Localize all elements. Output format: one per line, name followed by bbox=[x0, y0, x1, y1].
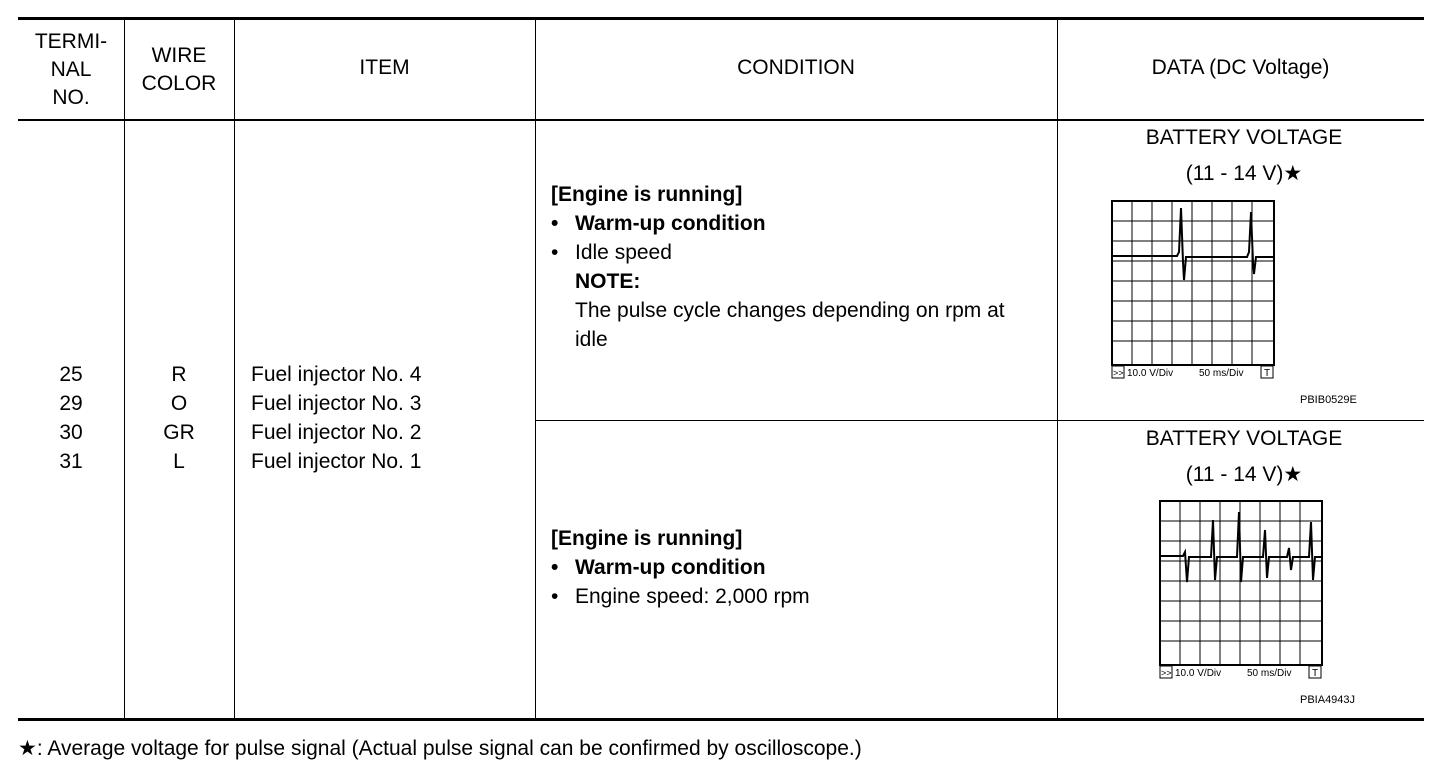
condition-2-bullet-1: • Warm-up condition bbox=[551, 553, 1051, 582]
oscilloscope-idle bbox=[1111, 200, 1277, 382]
condition-1-note-label: NOTE: bbox=[575, 270, 641, 293]
terminal-30: 30 bbox=[59, 421, 83, 444]
row-divider bbox=[535, 420, 1424, 421]
header-wire-line1: WIRE bbox=[151, 43, 207, 67]
footnote-text: : Average voltage for pulse signal (Actual pulse signal can be confirmed by oscilloscope.) bbox=[36, 737, 862, 760]
data-1-voltage bbox=[1074, 124, 1414, 188]
scope-1-t: T bbox=[1264, 368, 1271, 379]
header-wire-color bbox=[124, 20, 234, 119]
data-2-code: PBIA4943J bbox=[1300, 694, 1356, 706]
condition-2000rpm bbox=[551, 524, 1051, 611]
scope-2-t: T bbox=[1312, 668, 1319, 679]
condition-idle bbox=[551, 180, 1051, 354]
condition-1-note-text-1: The pulse cycle changes depending on rpm at bbox=[575, 299, 1005, 322]
footnote bbox=[18, 736, 862, 761]
data-2-voltage bbox=[1074, 425, 1414, 489]
col-divider-4 bbox=[1057, 19, 1058, 720]
header-terminal-line2: NAL bbox=[50, 57, 92, 81]
data-2-line1: BATTERY VOLTAGE bbox=[1145, 427, 1343, 450]
header-divider bbox=[18, 119, 1424, 121]
star-icon: ★ bbox=[18, 737, 37, 760]
bullet-icon: • bbox=[551, 241, 559, 264]
header-condition: CONDITION bbox=[737, 55, 855, 79]
item-injector-1: Fuel injector No. 1 bbox=[251, 450, 422, 473]
scope-1-tdiv: 50 ms/Div bbox=[1199, 368, 1244, 379]
wire-list bbox=[124, 360, 234, 476]
header-data: DATA (DC Voltage) bbox=[1151, 55, 1330, 79]
scope-1-prefix: >> bbox=[1113, 368, 1124, 378]
condition-1-note-text-2: idle bbox=[575, 328, 608, 351]
terminal-31: 31 bbox=[59, 450, 83, 473]
condition-1-title: [Engine is running] bbox=[551, 183, 743, 206]
scope-2-vdiv: 10.0 V/Div bbox=[1175, 668, 1222, 679]
col-divider-3 bbox=[535, 19, 536, 720]
item-list bbox=[251, 360, 421, 476]
wire-r: R bbox=[171, 363, 187, 386]
scope-2-tdiv: 50 ms/Div bbox=[1247, 668, 1292, 679]
wire-o: O bbox=[170, 392, 188, 415]
data-1-code: PBIB0529E bbox=[1300, 394, 1357, 406]
scope-1-vdiv: 10.0 V/Div bbox=[1127, 368, 1174, 379]
condition-2-bullet-2: • Engine speed: 2,000 rpm bbox=[551, 582, 1051, 611]
data-1-line1: BATTERY VOLTAGE bbox=[1145, 126, 1343, 149]
terminal-29: 29 bbox=[59, 392, 83, 415]
header-terminal-line3: NO. bbox=[52, 85, 90, 109]
condition-2-title: [Engine is running] bbox=[551, 527, 743, 550]
oscilloscope-2000rpm bbox=[1159, 500, 1325, 682]
bullet-icon: • bbox=[551, 585, 559, 608]
condition-1-bullet-2: • Idle speed bbox=[551, 238, 1051, 267]
terminal-25: 25 bbox=[59, 363, 83, 386]
header-wire-line2: COLOR bbox=[141, 71, 217, 95]
header-terminal bbox=[18, 20, 124, 119]
col-divider-2 bbox=[234, 19, 235, 720]
table-bottom-border bbox=[18, 718, 1424, 721]
item-injector-4: Fuel injector No. 4 bbox=[251, 363, 422, 386]
data-2-line2: (11 - 14 V) bbox=[1185, 463, 1284, 486]
wire-l: L bbox=[173, 450, 185, 473]
star-icon: ★ bbox=[1283, 463, 1303, 486]
bullet-icon: • bbox=[551, 212, 559, 235]
header-terminal-line1: TERMI- bbox=[34, 29, 108, 53]
header-item: ITEM bbox=[359, 55, 410, 79]
bullet-icon: • bbox=[551, 556, 559, 579]
data-1-line2: (11 - 14 V) bbox=[1185, 162, 1284, 185]
scope-2-prefix: >> bbox=[1161, 668, 1172, 678]
condition-1-bullet-1: • Warm-up condition bbox=[551, 209, 1051, 238]
star-icon: ★ bbox=[1283, 162, 1303, 185]
item-injector-2: Fuel injector No. 2 bbox=[251, 421, 422, 444]
item-injector-3: Fuel injector No. 3 bbox=[251, 392, 422, 415]
wire-gr: GR bbox=[163, 421, 195, 444]
terminal-list bbox=[18, 360, 124, 476]
